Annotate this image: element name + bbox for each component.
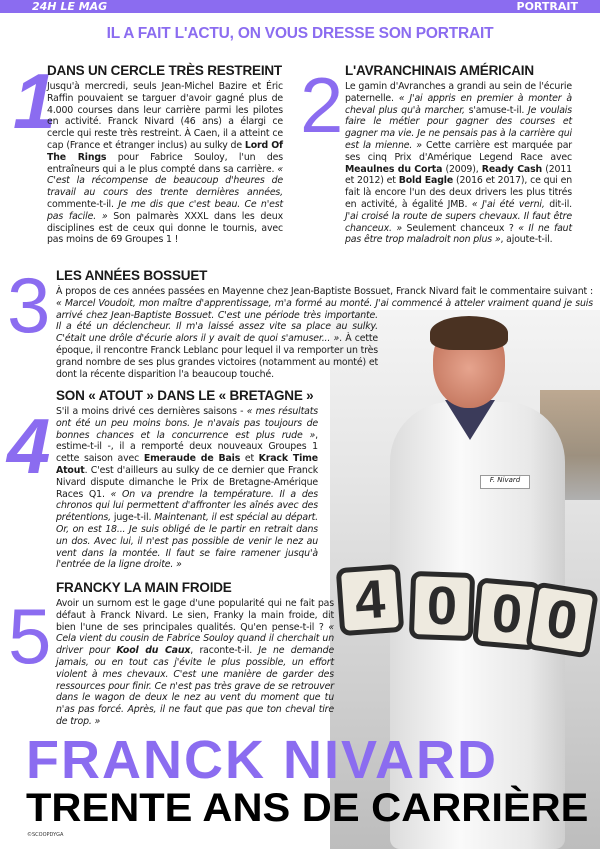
- text-segment: Je me dis que c'est beau. Ce n'est pas facile. »: [47, 198, 284, 222]
- section-title: SON « ATOUT » DANS LE « BRETAGNE »: [56, 388, 314, 403]
- section-title: L'AVRANCHINAIS AMÉRICAIN: [345, 63, 534, 78]
- text-segment: À propos de ces années passées en Mayenne chez Jean-Baptiste Bossuet, Franck Nivard fait le commentaire suivant :: [56, 286, 593, 297]
- section-number: 3: [7, 261, 51, 349]
- text-segment: Krack Time Atout: [56, 453, 318, 476]
- text-segment: (2016 et 2017), ce qui en fait là encore l'un des deux drivers les plus titrés en activité, à égalité JMB.: [345, 175, 572, 210]
- photo-credit: ©SCOOPDYGA: [27, 832, 64, 838]
- section-1: [47, 63, 283, 246]
- text-segment: , estime-t-il -, il a remporté deux nouveaux Groupes 1 cette saison avec: [56, 429, 318, 465]
- text-segment: (2011 et 2012) et: [345, 163, 572, 187]
- header-bar: [0, 0, 600, 13]
- kicker: IL A FAIT L'ACTU, ON VOUS DRESSE SON PORTRAIT: [106, 25, 494, 42]
- number-sign: 0: [409, 571, 475, 641]
- text-segment: Je ne demande jamais, ou en tout cas j'évite le plus possible, un effort violent à mes chevaux. C'est une manière de garder des ressources pour finir. Ce n'est pas très grave de se retrouver dans le wagon de deux le nez au vent du moment que tu n'as pas forcé. Après, il ne faut que pas que ton cheval tire de trop. »: [56, 645, 334, 727]
- text-segment: Meaulnes du Corta: [345, 163, 443, 175]
- section-number: 1: [13, 57, 57, 145]
- text-segment: Jusqu'à mercredi, seuls Jean-Michel Bazire et Éric Raffin pouvaient se targuer d'avoir gagné plus de 4.000 courses dans leur carrière parmi les pilotes en activité. Franck Nivard (46 ans) a élargi ce cercle qui reste très restreint. À Caen, il a atteint ce cap (France et étranger inclus) au sulky de: [47, 81, 283, 151]
- section-body: [56, 406, 318, 571]
- text-segment: « J'ai été verni,: [471, 198, 545, 210]
- text-segment: « mes résultats ont été un peu moins bons. Je n'avais pas toujours de bonnes chances et la concurrence est plus rude »: [56, 406, 318, 441]
- section-number: 4: [7, 402, 51, 490]
- text-segment: Lord Of The Rings: [47, 139, 283, 163]
- text-segment: (2009),: [442, 163, 482, 175]
- rubric-label: PORTRAIT: [516, 0, 578, 13]
- text-segment: Cette carrière est marquée par ses cinq Prix d'Amérique Legend Race avec: [345, 139, 572, 163]
- text-segment: , ajoute-t-il.: [500, 234, 553, 246]
- text-segment: « J'ai appris en premier à monter à cheval plus qu'à marcher,: [345, 92, 572, 116]
- section-title: DANS UN CERCLE TRÈS RESTREINT: [47, 63, 282, 78]
- jacket-name-tag: F. Nivard: [480, 475, 530, 489]
- text-segment: dit-il.: [544, 198, 572, 210]
- text-segment: Maintenant, il est spécial au départ. Or, on est 18... Je suis obligé de le partir en retrait dans un dos. Avec lui, il n'est pas possible de venir le nez au vent dans la montée. Il faut se faire ramener jusqu'à l'entrée de la ligne droite. »: [56, 512, 319, 571]
- section-body: [56, 598, 334, 728]
- number-sign: 0: [525, 581, 599, 658]
- headline-subtitle: TRENTE ANS DE CARRIÈRE: [26, 786, 589, 830]
- section-body: [47, 81, 283, 246]
- text-segment: Son palmarès XXXL dans les deux disciplines est de ceux qui donne le tournis, avec pas moins de 69 Groupes 1 !: [47, 210, 283, 246]
- text-segment: juge-t-il.: [110, 512, 155, 524]
- text-segment: « C'est la récompense de beaucoup d'heures de travail au cours des trente dernières années,: [47, 163, 283, 199]
- number-sign: 4: [336, 564, 405, 636]
- section-5: [56, 580, 334, 728]
- text-segment: « On va prendre la température. Il a des chronos qui lui permettent d'affronter les aînés avec des prétentions,: [56, 488, 318, 524]
- section-3: [56, 268, 593, 400]
- text-segment: « Cela vient du cousin de Fabrice Souloy quand il cherchait un driver pour: [56, 621, 334, 657]
- text-segment: J'ai croisé la route de supers chevaux. Il faut être chanceux. »: [345, 210, 572, 234]
- headline-name: FRANCK NIVARD: [26, 730, 498, 790]
- text-segment: Bold Eagle: [398, 175, 454, 187]
- text-segment: Avoir un surnom est le gage d'une popularité qui ne fait pas défaut à Franck Nivard. Le sien, Franky la main froide, dit bien l'une de ses principales qualités. Qu'en pense-t-il ?: [56, 598, 334, 633]
- text-segment: « Marcel Voudoit, mon maître d'apprentissage, m'a formé au monté. J'ai commencé à atteler vraiment quand je suis arrivé chez Jean-Baptiste Bossuet. C'est une période très importante. Il a été un déclencheur. Il m'a laissé assez vite sa place au sulky. C'était une drôle d'écurie alors il y avait de quoi s'amuser... »: [56, 297, 593, 345]
- text-segment: . À cette époque, il rencontre Franck Leblanc pour lequel il va remporter un très grand nombre de ses plus grandes victoires (notamment au monté) et dont la récente disparition l'a beaucoup touché.: [56, 333, 379, 380]
- text-segment: Le gamin d'Avranches a grandi au sein de l'écurie paternelle.: [345, 81, 572, 104]
- section-number: 2: [300, 61, 344, 149]
- text-segment: pour Fabrice Souloy, l'un des entraîneurs qui a le plus compté dans sa carrière.: [47, 151, 283, 175]
- text-segment: Kool du Caux: [116, 645, 191, 657]
- text-segment: Seulement chanceux ?: [402, 222, 519, 234]
- text-segment: , raconte-t-il.: [190, 645, 259, 657]
- magazine-name: 24H LE MAG: [32, 0, 108, 13]
- text-segment: commente-t-il.: [47, 198, 119, 210]
- text-segment: « Il ne faut pas être trop maladroit non plus »: [345, 222, 573, 246]
- text-segment: Je voulais faire le métier pour gagner des courses et gagner ma vie. Je ne pensais pas à la carrière qui est la mienne. »: [345, 104, 572, 151]
- text-segment: Emeraude de Bais: [143, 453, 241, 465]
- text-segment: Ready Cash: [481, 163, 543, 175]
- section-title: FRANCKY LA MAIN FROIDE: [56, 580, 232, 595]
- section-2: [345, 63, 572, 246]
- number-sign: 0: [472, 577, 542, 650]
- section-body: [56, 286, 593, 380]
- section-number: 5: [8, 592, 52, 680]
- section-4: [56, 388, 318, 571]
- text-segment: . C'est d'ailleurs au sulky de ce dernier que Franck Nivard dispute dimanche le Prix de Bretagne-Amérique Races Q1.: [56, 464, 318, 500]
- text-segment: s'amuse-t-il.: [464, 104, 528, 116]
- section-title: LES ANNÉES BOSSUET: [56, 268, 208, 283]
- section-body: [345, 81, 572, 246]
- text-segment: et: [240, 453, 259, 465]
- text-segment: S'il a moins drivé ces dernières saisons -: [56, 406, 247, 417]
